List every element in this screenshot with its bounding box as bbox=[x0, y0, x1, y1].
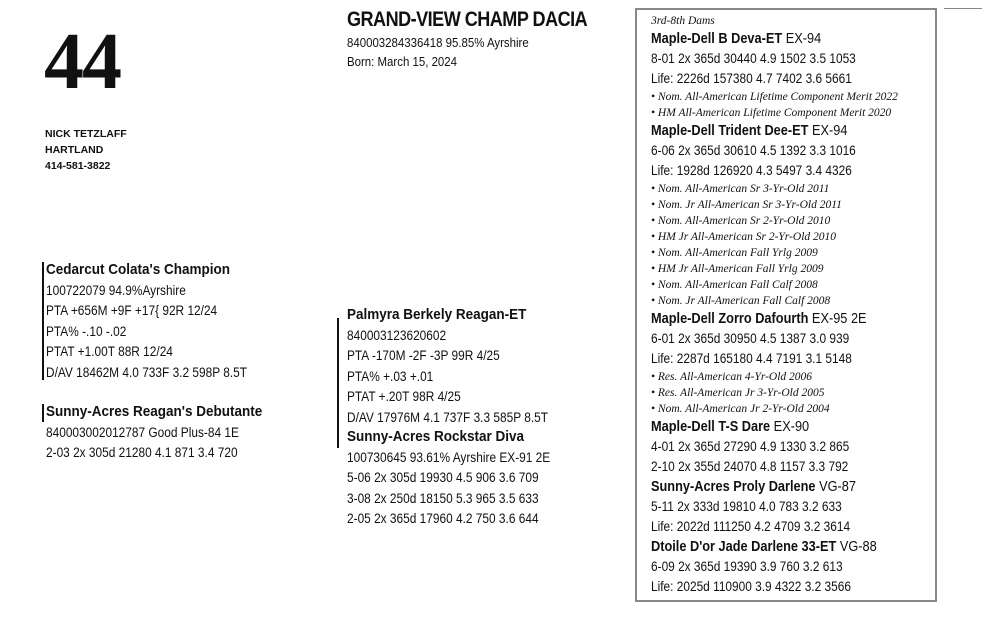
sire-dam-name: Sunny-Acres Reagan's Debutante bbox=[46, 403, 263, 420]
dam-entry-record: 6-06 2x 365d 30610 4.5 1392 3.3 1016 bbox=[651, 143, 856, 158]
dam-entry-record: 6-09 2x 365d 19390 3.9 760 3.2 613 bbox=[651, 559, 843, 574]
consignor-town: HARTLAND bbox=[45, 144, 104, 156]
dam-block bbox=[347, 427, 578, 530]
dam-sire-bracket bbox=[337, 318, 339, 430]
dams-box bbox=[635, 8, 937, 602]
dam-sire-line: PTAT +.20T 98R 4/25 bbox=[347, 389, 461, 404]
sire-line: PTA% -.10 -.02 bbox=[46, 323, 127, 339]
dam-entry-record: 2-10 2x 355d 24070 4.8 1157 3.3 792 bbox=[651, 459, 849, 474]
dam-entry-record: 8-01 2x 365d 30440 4.9 1502 3.5 1053 bbox=[651, 51, 856, 66]
dam-line: 2-05 2x 365d 17960 4.2 750 3.6 644 bbox=[347, 511, 539, 526]
dam-sire-block bbox=[347, 305, 575, 428]
dams-heading: 3rd-8th Dams bbox=[651, 15, 715, 27]
dam-name: Sunny-Acres Rockstar Diva bbox=[347, 428, 525, 445]
dam-entry-name: Maple-Dell Zorro Dafourth bbox=[651, 311, 809, 327]
dam-entry-record: 6-01 2x 365d 30950 4.5 1387 3.0 939 bbox=[651, 331, 850, 346]
sire-line: PTA +656M +9F +17{ 92R 12/24 bbox=[46, 303, 218, 318]
dam-bracket bbox=[337, 430, 339, 448]
dam-entry-award: • HM All-American Lifetime Component Merit 2020 bbox=[651, 107, 892, 119]
consignor-info bbox=[45, 126, 127, 174]
dam-entry-classification: VG-87 bbox=[819, 479, 856, 495]
animal-id-line: 840003284336418 95.85% Ayrshire bbox=[347, 35, 529, 50]
dams-list bbox=[651, 14, 908, 597]
dam-line: 100730645 93.61% Ayrshire EX-91 2E bbox=[347, 449, 551, 465]
dam-entry-award: • HM Jr All-American Sr 2-Yr-Old 2010 bbox=[651, 231, 837, 243]
dam-entry-name: Dtoile D'or Jade Darlene 33-ET bbox=[651, 539, 837, 555]
dam-entry-record: 5-11 2x 333d 19810 4.0 783 3.2 633 bbox=[651, 499, 842, 514]
dam-entry-classification: EX-94 bbox=[785, 31, 822, 47]
sire-line: 100722079 94.9%Ayrshire bbox=[46, 282, 186, 298]
sire-bracket bbox=[42, 262, 44, 380]
dam-entry-award: • Res. All-American 4-Yr-Old 2006 bbox=[651, 371, 813, 383]
top-rule bbox=[944, 8, 982, 9]
dam-entry-name: Maple-Dell T-S Dare bbox=[651, 419, 771, 435]
dam-entry-award: • Nom. All-American Jr 2-Yr-Old 2004 bbox=[651, 403, 830, 415]
dam-entry-name: Maple-Dell B Deva-ET bbox=[651, 31, 783, 47]
dam-sire-line: PTA -170M -2F -3P 99R 4/25 bbox=[347, 348, 500, 363]
dam-entry bbox=[651, 309, 908, 417]
sire-line: D/AV 18462M 4.0 733F 3.2 598P 8.5T bbox=[46, 364, 247, 380]
dam-entry-award: • Nom. All-American Sr 3-Yr-Old 2011 bbox=[651, 183, 830, 195]
dam-entry-classification: EX-90 bbox=[773, 419, 810, 435]
lot-number: 44 bbox=[44, 18, 120, 106]
dam-line: 5-06 2x 305d 19930 4.5 906 3.6 709 bbox=[347, 470, 539, 485]
dam-entry-award: • Nom. Jr All-American Sr 3-Yr-Old 2011 bbox=[651, 199, 842, 211]
dam-entry-classification: EX-95 2E bbox=[811, 311, 867, 327]
dam-sire-line: PTA% +.03 +.01 bbox=[347, 368, 434, 384]
dam-entry-classification: VG-88 bbox=[839, 539, 877, 555]
dam-entry bbox=[651, 417, 908, 477]
sire-dam-bracket bbox=[42, 404, 44, 422]
dam-entry-award: • Nom. All-American Sr 2-Yr-Old 2010 bbox=[651, 215, 831, 227]
dam-entry-award: • HM Jr All-American Fall Yrlg 2009 bbox=[651, 263, 824, 275]
dam-entry-classification: EX-94 bbox=[811, 123, 848, 139]
consignor-phone: 414-581-3822 bbox=[45, 160, 111, 172]
consignor-name: NICK TETZLAFF bbox=[45, 128, 127, 140]
dam-entry-record: Life: 2022d 111250 4.2 4709 3.2 3614 bbox=[651, 519, 851, 534]
sire-dam-block bbox=[46, 402, 286, 464]
dam-entry-record: Life: 2226d 157380 4.7 7402 3.6 5661 bbox=[651, 71, 852, 86]
dam-entry-award: • Nom. Jr All-American Fall Calf 2008 bbox=[651, 295, 831, 307]
dam-entry bbox=[651, 29, 908, 121]
sire-name: Cedarcut Colata's Champion bbox=[46, 261, 230, 278]
dam-entry-award: • Nom. All-American Fall Yrlg 2009 bbox=[651, 247, 818, 259]
dam-entry-award: • Nom. All-American Fall Calf 2008 bbox=[651, 279, 818, 291]
sire-dam-line: 840003002012787 Good Plus-84 1E bbox=[46, 424, 239, 440]
dam-entry bbox=[651, 537, 908, 597]
sire-dam-line: 2-03 2x 305d 21280 4.1 871 3.4 720 bbox=[46, 445, 238, 460]
dam-sire-line: D/AV 17976M 4.1 737F 3.3 585P 8.5T bbox=[347, 409, 548, 425]
dam-entry-record: 4-01 2x 365d 27290 4.9 1330 3.2 865 bbox=[651, 439, 850, 454]
dam-entry-award: • Nom. All-American Lifetime Component Merit 2022 bbox=[651, 91, 898, 103]
dam-sire-name: Palmyra Berkely Reagan-ET bbox=[347, 306, 527, 323]
dam-entry-name: Maple-Dell Trident Dee-ET bbox=[651, 123, 809, 139]
dam-line: 3-08 2x 250d 18150 5.3 965 3.5 633 bbox=[347, 490, 539, 506]
sire-block bbox=[46, 260, 274, 383]
dam-entry bbox=[651, 121, 908, 309]
dam-entry-award: • Res. All-American Jr 3-Yr-Old 2005 bbox=[651, 387, 825, 399]
sire-line: PTAT +1.00T 88R 12/24 bbox=[46, 344, 173, 359]
animal-born: Born: March 15, 2024 bbox=[347, 54, 458, 69]
animal-name: GRAND-VIEW CHAMP DACIA bbox=[347, 8, 588, 31]
dam-entry-record: Life: 2287d 165180 4.4 7191 3.1 5148 bbox=[651, 351, 852, 366]
dam-entry-record: Life: 2025d 110900 3.9 4322 3.2 3566 bbox=[651, 579, 851, 594]
dam-entry-name: Sunny-Acres Proly Darlene bbox=[651, 479, 816, 495]
dam-entry-record: Life: 1928d 126920 4.3 5497 3.4 4326 bbox=[651, 163, 852, 178]
dam-entry bbox=[651, 477, 908, 537]
dam-sire-line: 840003123620602 bbox=[347, 327, 447, 343]
